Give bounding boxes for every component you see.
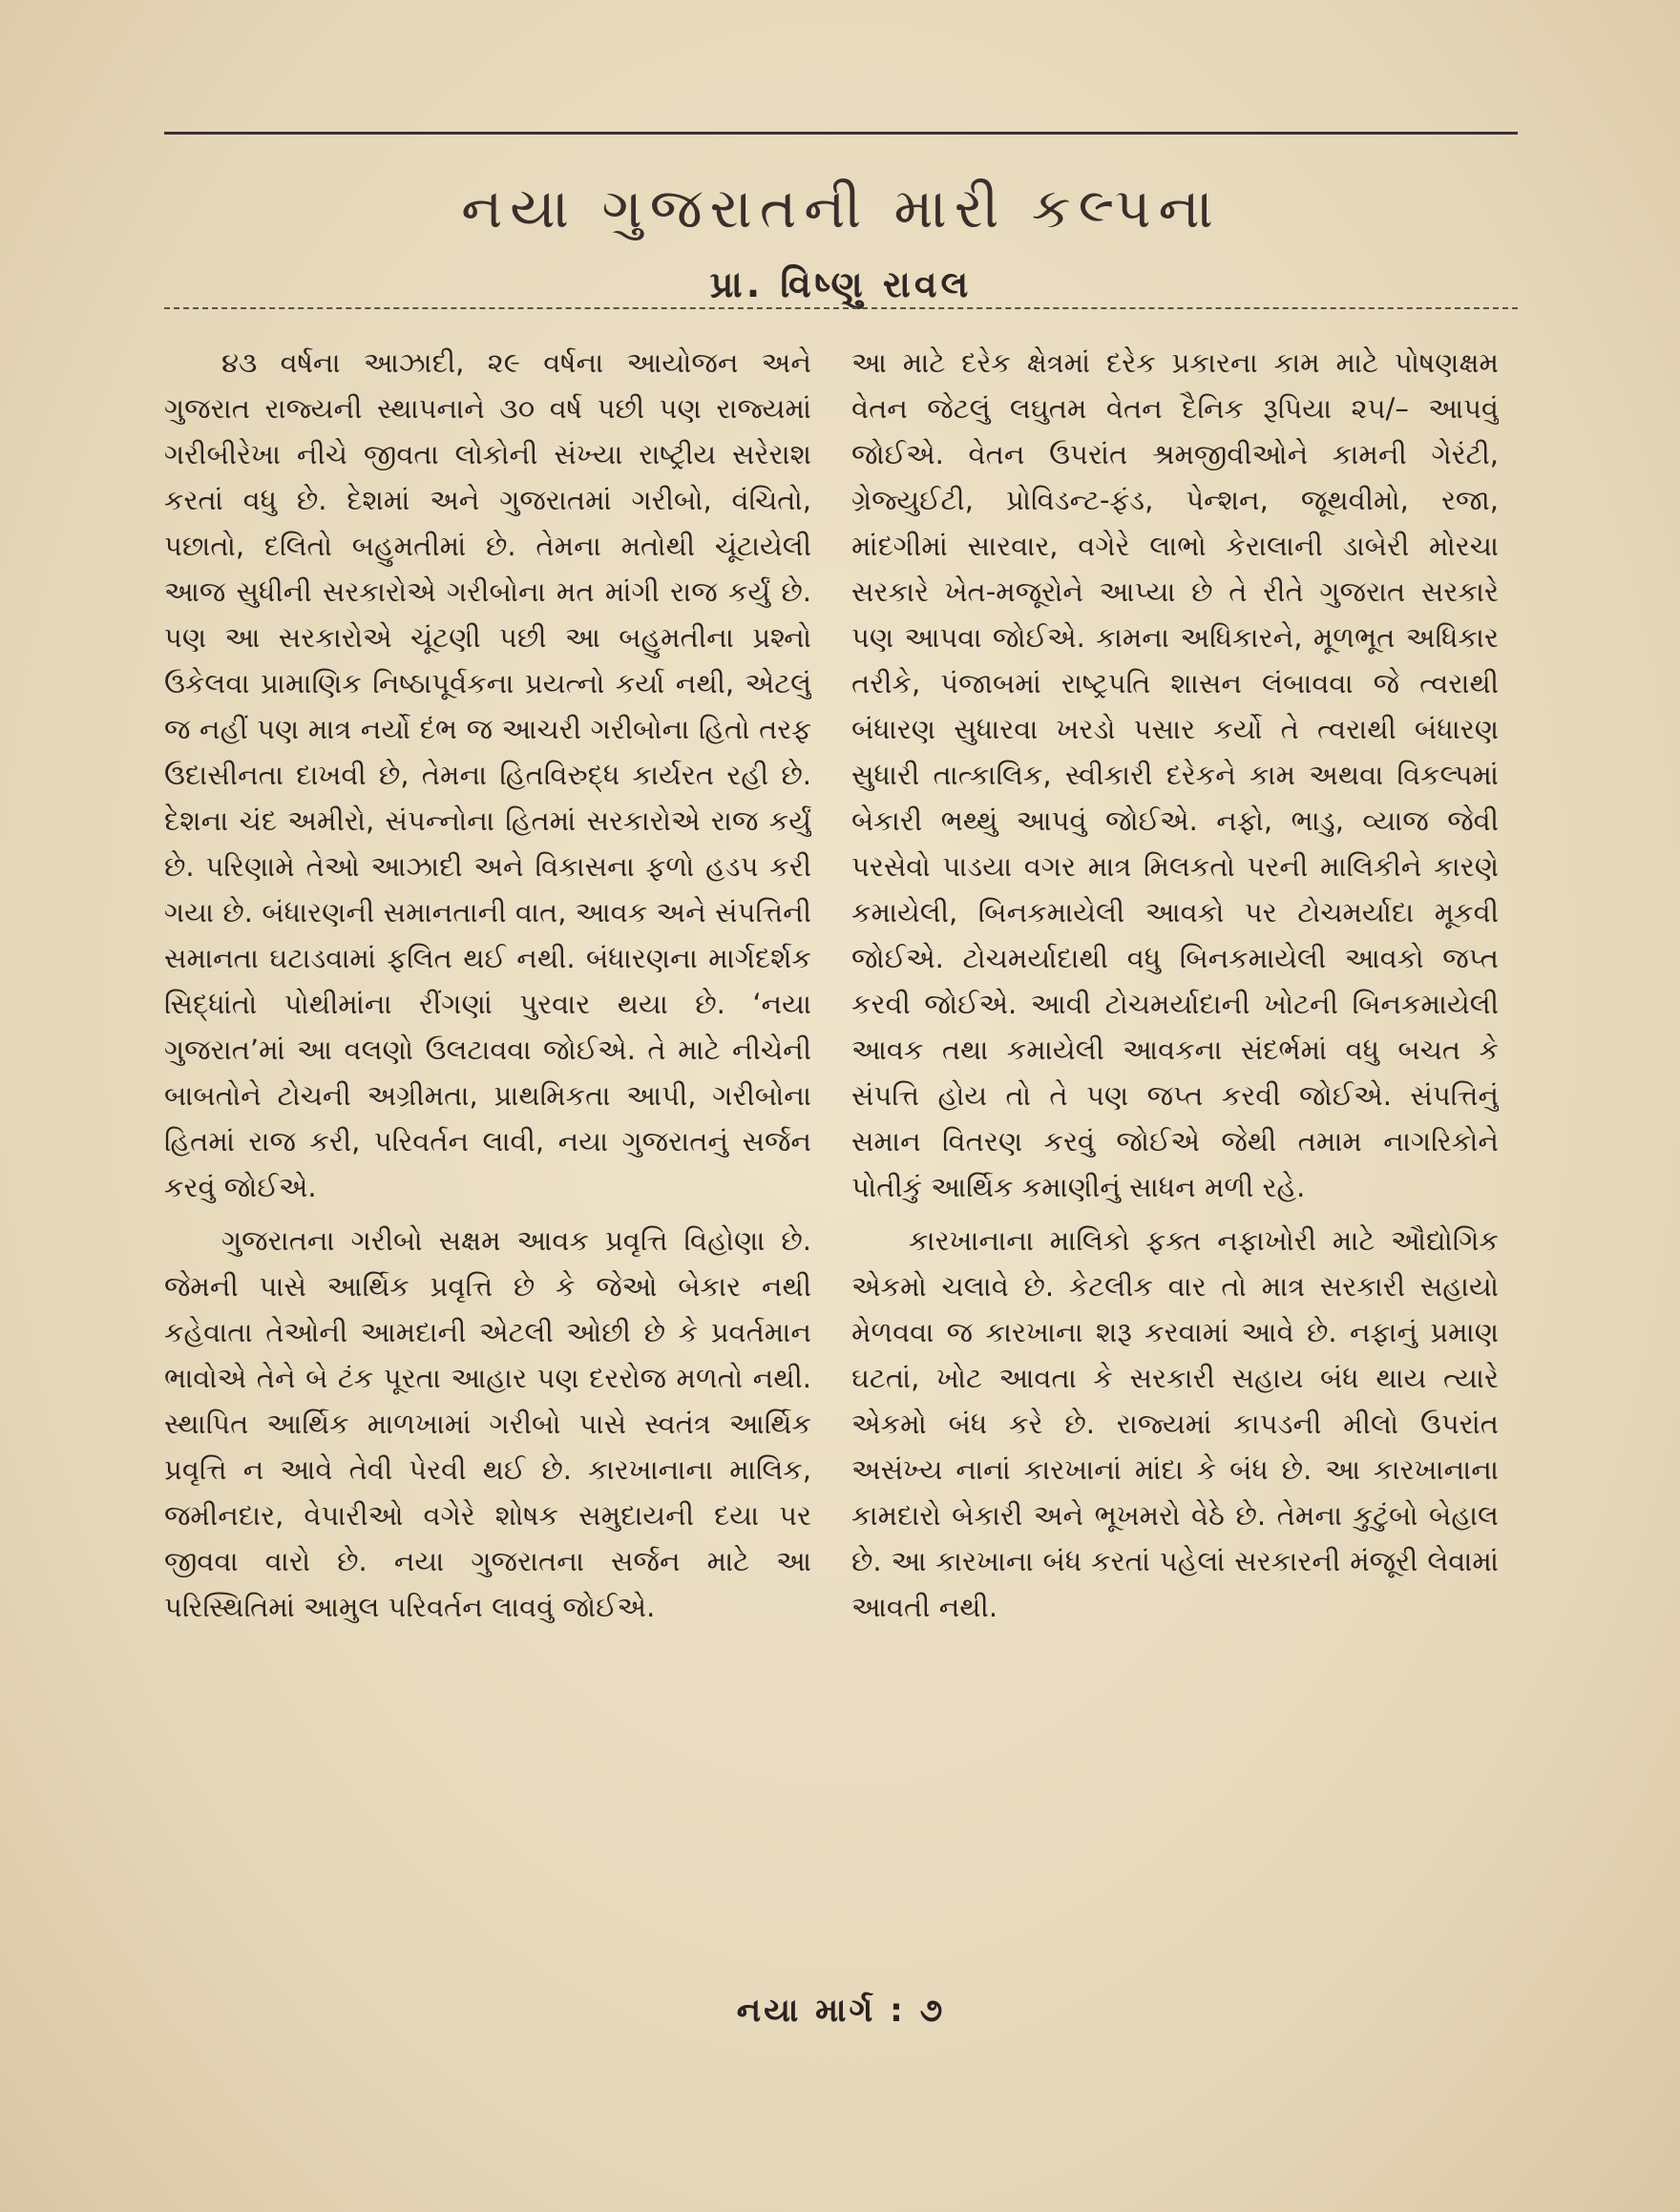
title-divider — [164, 307, 1518, 309]
paragraph: ૪૩ વર્ષના આઝાદી, ૨૯ વર્ષના આયોજન અને ગુજરાત રાજ્યની સ્થાપનાને ૩૦ વર્ષ પછી પણ રાજ્યમાં ગરીબીરેખા નીચે જીવતા લોકોની સંખ્યા રાષ્ટ્રીય સરેરાશ કરતાં વધુ છે. દેશમાં અને ગુજરાતમાં ગરીબો, વંચિતો, પછાતો, દલિતો બહુમતીમાં છે. તેમના મતોથી ચૂંટાયેલી આજ સુધીની સરકારોએ ગરીબોના મત માંગી રાજ કર્યું છે. પણ આ સરકારોએ ચૂંટણી પછી આ બહુમતીના પ્રશ્નો ઉકેલવા પ્રામાણિક નિષ્ઠાપૂર્વકના પ્રયત્નો કર્યા નથી, એટલું જ નહીં પણ માત્ર નર્યો દંભ જ આચરી ગરીબોના હિતો તરફ ઉદાસીનતા દાખવી છે, તેમના હિતવિરુદ્ધ કાર્યરત રહી છે. દેશના ચંદ અમીરો, સંપન્નોના હિતમાં સરકારોએ રાજ કર્યું છે. પરિણામે તેઓ આઝાદી અને વિકાસના ફળો હડપ કરી ગયા છે. બંધારણની સમાનતાની વાત, આવક અને સંપત્તિની સમાનતા ઘટાડવામાં ફલિત થઈ નથી. બંધારણના માર્ગદર્શક સિદ્ધાંતો પોથીમાંના રીંગણાં પુરવાર થયા છે. ‘નયા ગુજરાત’માં આ વલણો ઉલટાવવા જોઈએ. તે માટે નીચેની બાબતોને ટોચની અગ્રીમતા, પ્રાથમિકતા આપી, ગરીબોના હિતમાં રાજ કરી, પરિવર્તન લાવી, નયા ગુજરાતનું સર્જન કરવું જોઈએ. — [164, 346, 811, 1203]
paragraph: કારખાનાના માલિકો ફક્ત નફાખોરી માટે ઔદ્યોગિક એકમો ચલાવે છે. કેટલીક વાર તો માત્ર સરકારી સહાયો મેળવવા જ કારખાના શરૂ કરવામાં આવે છે. નફાનું પ્રમાણ ઘટતાં, ખોટ આવતા કે સરકારી સહાય બંધ થાય ત્યારે એકમો બંધ કરે છે. રાજ્યમાં કાપડની મીલો ઉપરાંત અસંખ્ય નાનાં કારખાનાં માંદા કે બંધ છે. આ કારખાનાના કામદારો બેકારી અને ભૂખમરો વેઠે છે. તેમના કુટુંબો બેહાલ છે. આ કારખાના બંધ કરતાં પહેલાં સરકારની મંજૂરી લેવામાં આવતી નથી. — [851, 1224, 1499, 1623]
paragraph: ગુજરાતના ગરીબો સક્ષમ આવક પ્રવૃત્તિ વિહોણા છે. જેમની પાસે આર્થિક પ્રવૃત્તિ છે કે જેઓ બેકાર નથી કહેવાતા તેઓની આમદાની એટલી ઓછી છે કે પ્રવર્તમાન ભાવોએ તેને બે ટંક પૂરતા આહાર પણ દરરોજ મળતો નથી. સ્થાપિત આર્થિક માળખામાં ગરીબો પાસે સ્વતંત્ર આર્થિક પ્રવૃત્તિ ન આવે તેવી પેરવી થઈ છે. કારખાનાના માલિક, જમીનદાર, વેપારીઓ વગેરે શોષક સમુદાયની દયા પર જીવવા વારો છે. નયા ગુજરાતના સર્જન માટે આ પરિસ્થિતિમાં આમુલ પરિવર્તન લાવવું જોઈએ. — [164, 1224, 811, 1623]
left-column — [164, 340, 811, 1952]
article-title: નયા ગુજરાતની મારી કલ્પના — [461, 176, 1221, 240]
right-column — [851, 340, 1499, 1952]
paragraph: આ માટે દરેક ક્ષેત્રમાં દરેક પ્રકારના કામ માટે પોષણક્ષમ વેતન જેટલું લઘુતમ વેતન દૈનિક રૂપિયા ૨૫/– આપવું જોઈએ. વેતન ઉપરાંત શ્રમજીવીઓને કામની ગેરંટી, ગ્રેજ્યુઈટી, પ્રોવિડન્ટ-ફંડ, પેન્શન, જૂથવીમો, રજા, માંદગીમાં સારવાર, વગેરે લાભો કેરાલાની ડાબેરી મોરચા સરકારે ખેત-મજૂરોને આપ્યા છે તે રીતે ગુજરાત સરકારે પણ આપવા જોઈએ. કામના અધિકારને, મૂળભૂત અધિકાર તરીકે, પંજાબમાં રાષ્ટ્રપતિ શાસન લંબાવવા જે ત્વરાથી બંધારણ સુધારવા ખરડો પસાર કર્યો તે ત્વરાથી બંધારણ સુધારી તાત્કાલિક, સ્વીકારી દરેકને કામ અથવા વિકલ્પમાં બેકારી ભથ્થું આપવું જોઈએ. નફો, ભાડુ, વ્યાજ જેવી પરસેવો પાડયા વગર માત્ર મિલકતો પરની માલિકીને કારણે કમાયેલી, બિનકમાયેલી આવકો પર ટોચમર્યાદા મૂકવી જોઈએ. ટોચમર્યાદાથી વધુ બિનકમાયેલી આવકો જપ્ત કરવી જોઈએ. આવી ટોચમર્યાદાની ખોટની બિનકમાયેલી આવક તથા કમાયેલી આવકના સંદર્ભમાં વધુ બચત કે સંપત્તિ હોય તો તે પણ જપ્ત કરવી જોઈએ. સંપત્તિનું સમાન વિતરણ કરવું જોઈએ જેથી તમામ નાગરિકોને પોતીકું આર્થિક કમાણીનું સાધન મળી રહે. — [851, 346, 1499, 1203]
page-footer: નયા માર્ગ : ૭ — [736, 1992, 946, 2030]
article-author: પ્રા. વિષ્ણુ રાવલ — [709, 263, 973, 305]
top-rule — [164, 132, 1518, 135]
